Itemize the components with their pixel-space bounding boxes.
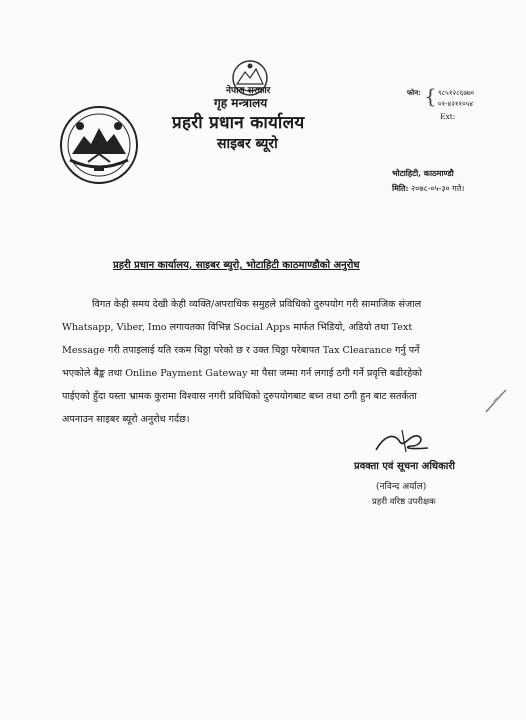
body-line: Message गरी तपाइलाई यति रकम चिठ्ठा परेको छ र उक्त चिठ्ठा परेबापत Tax Clearance गर्नु पर्ने <box>62 345 420 356</box>
office-name: प्रहरी प्रधान कार्यालय <box>172 113 305 133</box>
nepal-police-emblem-icon <box>58 104 140 186</box>
body-line: विगत केही समय देखी केही व्यक्ति/अपराधिक समुहले प्रविधिको दुरुपयोग गरी सामाजिक संजाल <box>92 299 422 310</box>
body-line: Whatsapp, Viber, Imo लगायतका विभिन्न Social Apps मार्फत भिडियो, अडियो तथा Text <box>62 322 413 333</box>
phone-block <box>407 84 475 110</box>
date-value: २०७८-०५-३० गते। <box>411 184 465 193</box>
body-line: भएकोले बैङ्क तथा Online Payment Gateway मा पैसा जम्मा गर्न लगाई ठगी गर्ने प्रवृत्ति बढीरहेको <box>62 368 423 379</box>
signatory-name: (नविन्द अर्याल) <box>376 482 427 492</box>
date-label: मिति: <box>392 183 409 193</box>
phone-number-2: ०१-४२११०५४ <box>437 100 474 108</box>
signatory-rank: प्रहरी वरिष्ठ उपरीक्षक <box>372 497 436 507</box>
office-address: भोटाहिटी, काठमाण्डौ <box>392 168 454 178</box>
phone-label: फोन: <box>407 88 421 97</box>
signature-icon <box>372 428 432 456</box>
letter-subject: प्रहरी प्रधान कार्यालय, साइबर ब्युरो, भोटाहिटी काठमाण्डौको अनुरोध <box>113 260 360 271</box>
body-line: पाईएको हुँदा यस्ता भ्रामक कुरामा विश्वास नगरी प्रविधिको दुरुपयोगबाट बच्न तथा ठगी हुन बाट सतर्कता <box>62 391 417 402</box>
government-name: नेपाल सरकार <box>226 86 271 96</box>
bureau-name: साइबर ब्यूरो <box>217 136 278 152</box>
phone-brace-icon: { <box>424 84 437 108</box>
signatory-title: प्रवक्ता एवं सूचना अधिकारी <box>354 461 456 472</box>
ministry-name: गृह मन्त्रालय <box>214 96 268 110</box>
body-line: अपनाउन साइबर ब्यूरो अनुरोध गर्दछ। <box>62 414 190 425</box>
letter-date <box>392 183 464 194</box>
ext-label: Ext: <box>440 112 456 121</box>
scan-smudge-icon <box>484 388 508 414</box>
letter-body <box>62 293 490 431</box>
phone-number-1: ९८५१२८६७७० <box>437 89 475 97</box>
